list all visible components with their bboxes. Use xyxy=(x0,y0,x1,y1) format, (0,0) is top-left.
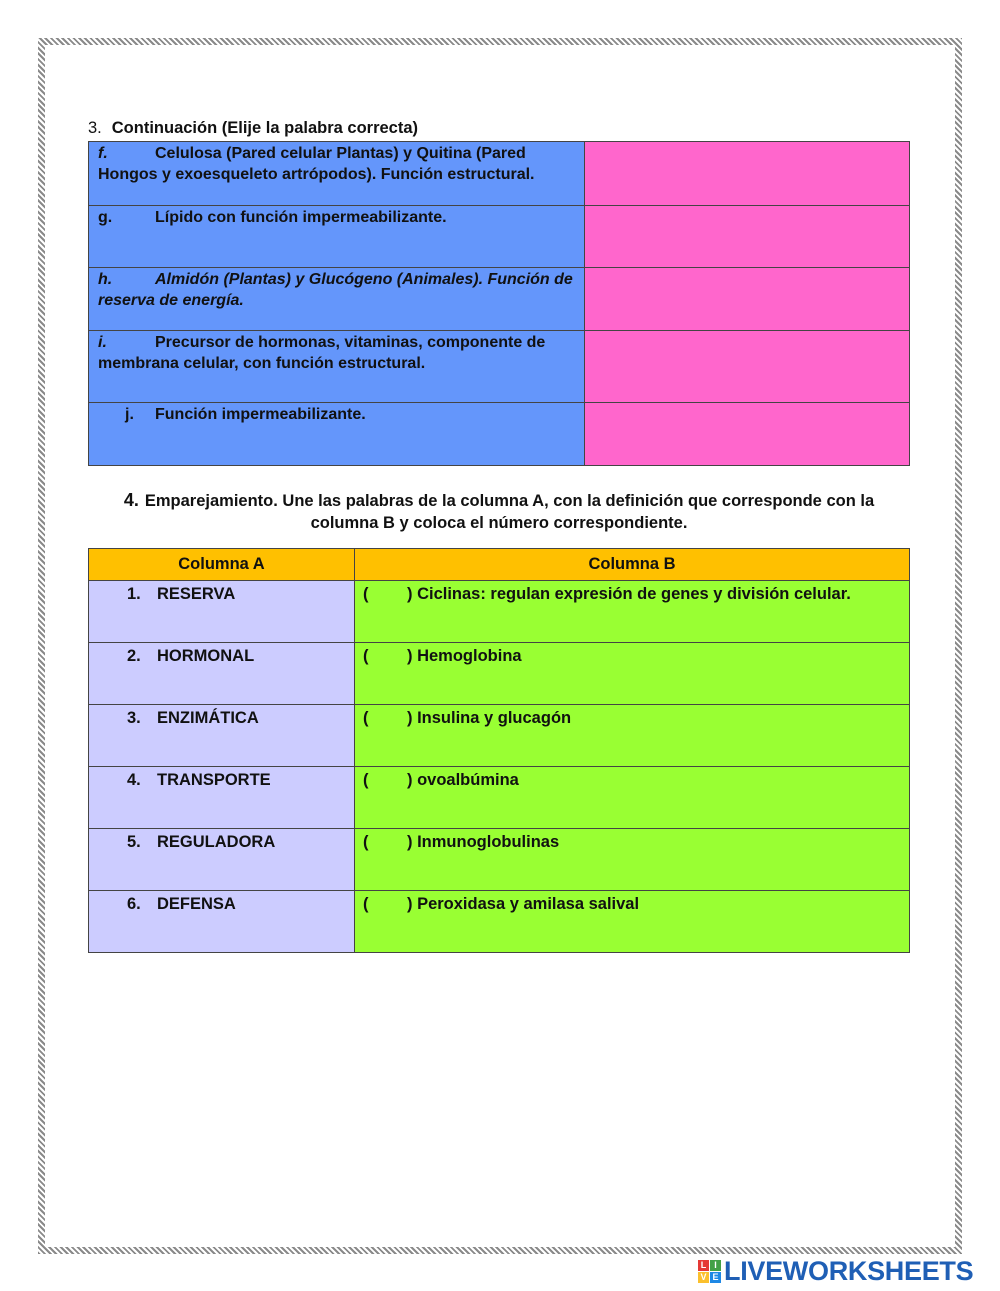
instruction-text: Emparejamiento. Une las palabras de la columna A, con la definición que corresponde con la columna B y coloca el número correspondiente. xyxy=(144,492,875,532)
column-a-cell xyxy=(89,891,355,953)
row-text: Lípido con función impermeabilizante. xyxy=(155,209,447,226)
table-row xyxy=(89,767,910,829)
table-row xyxy=(89,206,910,268)
column-b-cell xyxy=(355,829,910,891)
logo-letter-e: E xyxy=(710,1272,721,1283)
column-b-cell xyxy=(355,581,910,643)
column-a-cell xyxy=(89,643,355,705)
row-text: Precursor de hormonas, vitaminas, componente de membrana celular, con función estructural. xyxy=(98,334,546,372)
definition-text: ) Inmunoglobulinas xyxy=(407,833,560,851)
row-letter: h. xyxy=(98,271,113,288)
question-3-table xyxy=(88,141,910,466)
column-b-cell xyxy=(355,891,910,953)
definition-cell xyxy=(89,268,585,331)
table-row xyxy=(89,643,910,705)
row-letter: g. xyxy=(98,209,113,226)
item-number: 1. xyxy=(127,585,141,603)
item-word: HORMONAL xyxy=(157,647,255,665)
item-word: DEFENSA xyxy=(157,895,236,913)
column-a-header: Columna A xyxy=(89,549,355,581)
definition-text: ) Ciclinas: regulan expresión de genes y división celular. xyxy=(407,585,851,603)
item-number: 3. xyxy=(127,709,141,727)
row-text: Celulosa (Pared celular Plantas) y Quitina (Pared Hongos y exoesqueleto artrópodos). Función estructural. xyxy=(98,145,535,183)
item-word: ENZIMÁTICA xyxy=(157,709,259,727)
table-row xyxy=(89,142,910,206)
column-b-cell xyxy=(355,767,910,829)
column-b-cell xyxy=(355,643,910,705)
question-title-text: Continuación (Elije la palabra correcta) xyxy=(111,119,419,137)
definition-cell xyxy=(89,331,585,403)
header-row xyxy=(89,549,910,581)
definition-text: ) Insulina y glucagón xyxy=(407,709,572,727)
answer-dropzone[interactable] xyxy=(585,142,910,206)
answer-blank[interactable]: ( xyxy=(363,833,369,851)
logo-letter-i: I xyxy=(710,1260,721,1271)
item-number: 4. xyxy=(127,771,141,789)
item-word: RESERVA xyxy=(157,585,236,603)
row-letter: f. xyxy=(98,145,108,162)
definition-text: ) Hemoglobina xyxy=(407,647,522,665)
answer-blank[interactable]: ( xyxy=(363,709,369,727)
item-number: 2. xyxy=(127,647,141,665)
answer-blank[interactable]: ( xyxy=(363,895,369,913)
column-a-cell xyxy=(89,829,355,891)
definition-cell xyxy=(89,206,585,268)
question-4-instruction xyxy=(88,489,910,534)
column-a-cell xyxy=(89,705,355,767)
table-row xyxy=(89,705,910,767)
definition-text: ) ovoalbúmina xyxy=(407,771,519,789)
answer-blank[interactable]: ( xyxy=(363,771,369,789)
matching-table xyxy=(88,548,910,953)
row-text: Almidón (Plantas) y Glucógeno (Animales). Función de reserva de energía. xyxy=(98,271,573,309)
definition-cell xyxy=(89,403,585,466)
row-letter: i. xyxy=(98,334,107,351)
table-row xyxy=(89,268,910,331)
table-row xyxy=(89,403,910,466)
column-a-cell xyxy=(89,767,355,829)
column-b-header: Columna B xyxy=(355,549,910,581)
table-row xyxy=(89,829,910,891)
row-letter: j. xyxy=(125,406,134,423)
logo-letter-l: L xyxy=(698,1260,709,1271)
definition-cell xyxy=(89,142,585,206)
answer-blank[interactable]: ( xyxy=(363,585,369,603)
table-row xyxy=(89,581,910,643)
logo-icon xyxy=(698,1260,721,1283)
column-b-cell xyxy=(355,705,910,767)
liveworksheets-logo[interactable] xyxy=(698,1257,973,1285)
definition-text: ) Peroxidasa y amilasa salival xyxy=(407,895,640,913)
table-row xyxy=(89,891,910,953)
answer-dropzone[interactable] xyxy=(585,403,910,466)
logo-text: LIVEWORKSHEETS xyxy=(724,1255,974,1286)
question-number: 3. xyxy=(88,119,102,137)
question-number: 4. xyxy=(123,490,139,510)
answer-dropzone[interactable] xyxy=(585,206,910,268)
answer-dropzone[interactable] xyxy=(585,268,910,331)
item-word: REGULADORA xyxy=(157,833,276,851)
item-number: 5. xyxy=(127,833,141,851)
row-text: Función impermeabilizante. xyxy=(155,406,366,423)
question-3-title xyxy=(88,119,418,138)
logo-letter-v: V xyxy=(698,1272,709,1283)
item-number: 6. xyxy=(127,895,141,913)
item-word: TRANSPORTE xyxy=(157,771,271,789)
column-a-cell xyxy=(89,581,355,643)
table-row xyxy=(89,331,910,403)
answer-dropzone[interactable] xyxy=(585,331,910,403)
answer-blank[interactable]: ( xyxy=(363,647,369,665)
